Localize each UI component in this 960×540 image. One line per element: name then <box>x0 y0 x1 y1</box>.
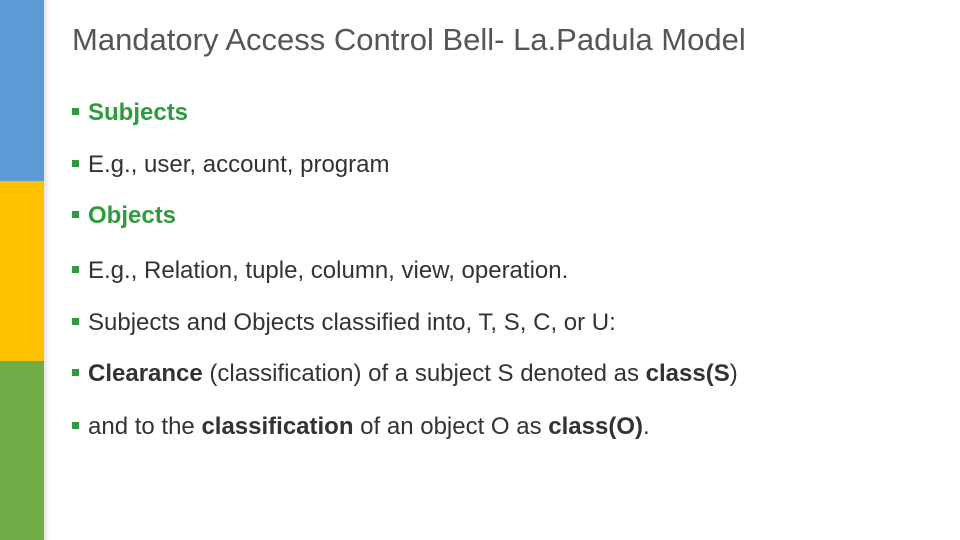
side-bar-green <box>0 361 44 540</box>
square-bullet-icon <box>72 318 79 325</box>
square-bullet-icon <box>72 108 79 115</box>
bullet-classification-levels <box>72 308 616 338</box>
object-classification-text-2: of an object O as <box>353 413 549 440</box>
square-bullet-icon <box>72 369 79 376</box>
clearance-text: (classification) of a subject S denoted as <box>202 360 646 387</box>
object-classification-text-1: and to the <box>88 413 202 440</box>
bullet-clearance <box>72 359 738 389</box>
bullet-objects <box>72 201 176 231</box>
class-s-term: class(S <box>645 360 730 387</box>
bullet-object-classification <box>72 412 650 442</box>
slide-title: Mandatory Access Control Bell- La.Padula Model <box>72 22 746 57</box>
bullet-subjects <box>72 98 188 128</box>
object-classification-text-3: . <box>643 413 650 440</box>
square-bullet-icon <box>72 266 79 273</box>
square-bullet-icon <box>72 211 79 218</box>
class-o-term: class(O) <box>548 413 643 440</box>
classification-term: classification <box>201 413 354 440</box>
side-bar-blue <box>0 0 44 181</box>
bullet-subjects-examples <box>72 150 390 180</box>
bullet-objects-examples-text: E.g., Relation, tuple, column, view, operation. <box>88 257 569 284</box>
class-s-close: ) <box>729 360 738 387</box>
side-bar-yellow <box>0 181 44 361</box>
side-bar-shadow <box>44 0 50 540</box>
bullet-list <box>72 0 942 540</box>
bullet-objects-text: Objects <box>88 202 177 229</box>
square-bullet-icon <box>72 160 79 167</box>
clearance-term: Clearance <box>88 360 203 387</box>
bullet-subjects-examples-text: E.g., user, account, program <box>88 151 390 178</box>
bullet-subjects-text: Subjects <box>88 99 189 126</box>
bullet-classification-levels-text: Subjects and Objects classified into, T, S, C, or U: <box>88 309 616 336</box>
bullet-objects-examples <box>72 256 568 286</box>
square-bullet-icon <box>72 422 79 429</box>
